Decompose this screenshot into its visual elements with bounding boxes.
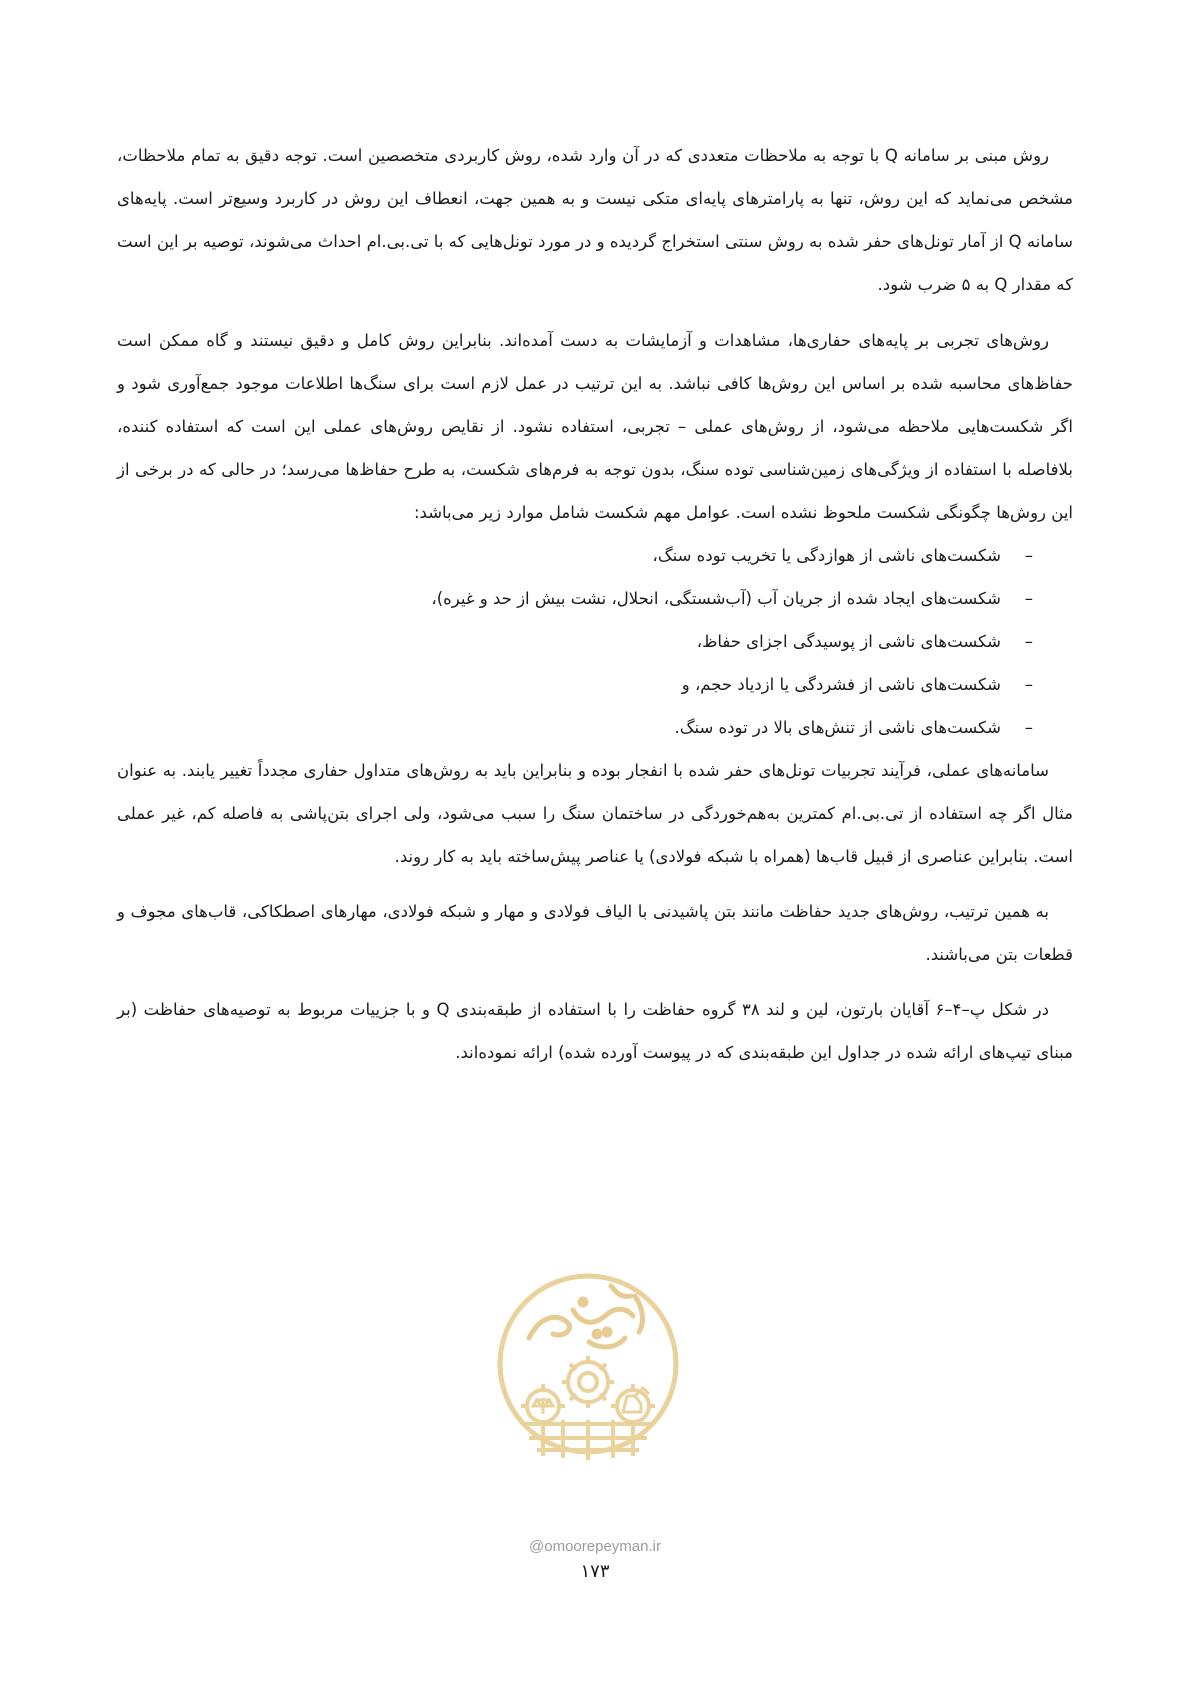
paragraph: سامانه‌های عملی، فرآیند تجربیات تونل‌های حفر شده با انفجار بوده و بنابراین باید به روش‌های متداول حفاری مجدداً تغییر یابند. به عنوان مثال اگر چه استفاده از تی.بی.ام کمترین به‌هم‌خوردگی در ساختمان سنگ را سبب می‌شود، ولی اجرای بتن‌پاشی به فاصله کم، غیر عملی است. بنابراین عناصری از قبیل قاب‌ها (همراه با شبکه فولادی) یا عناصر پیش‌ساخته باید به کار روند.	[117, 761, 1073, 866]
list-item	[117, 577, 1033, 620]
list-item-text: شکست‌های ناشی از پوسیدگی اجزای حفاظ،	[696, 632, 1001, 651]
gear-icon	[521, 1356, 655, 1428]
list-item	[117, 706, 1033, 749]
at-sign-icon: @	[529, 1538, 545, 1555]
list-item-text: شکست‌های ناشی از هوازدگی یا تخریب توده سنگ،	[652, 546, 1001, 565]
website-label	[480, 1538, 710, 1555]
list-item-text: شکست‌های ناشی از تنش‌های بالا در توده سنگ.	[674, 718, 1001, 737]
page-number: ۱۷۳	[580, 1561, 610, 1582]
scales-icon	[533, 1398, 553, 1414]
dash-bullet: –	[1024, 589, 1033, 608]
list-item	[117, 534, 1033, 577]
circle-seal-icon	[493, 1246, 683, 1516]
logo-lettering-icon	[529, 1286, 642, 1347]
dash-bullet: –	[1024, 718, 1033, 737]
website-text: omoorepeyman.ir	[544, 1538, 661, 1555]
failure-causes-list	[117, 534, 1073, 749]
list-item-text: شکست‌های ناشی از فشردگی یا ازدیاد حجم، و	[681, 675, 1001, 694]
list-item-text: شکست‌های ایجاد شده از جریان آب (آب‌شستگی، انحلال، نشت بیش از حد و غیره)،	[431, 589, 1001, 608]
dash-bullet: –	[1024, 546, 1033, 565]
publisher-logo	[493, 1246, 683, 1516]
paragraph: روش مبنی بر سامانه Q با توجه به ملاحظات متعددی که در آن وارد شده، روش کاربردی متخصصین است. توجه دقیق به تمام ملاحظات، مشخص می‌نماید که این روش، تنها به پارامترهای پایه‌ای متکی نیست و به همین جهت، انعطاف این روش در کاربرد وسیع‌تر است. پایه‌های سامانه Q از آمار تونل‌های حفر شده به روش سنتی استخراج گردیده و در مورد تونل‌هایی که با تی.بی.ام احداث می‌شوند، توصیه بر این است که مقدار Q به ۵ ضرب شود.	[117, 146, 1073, 294]
list-item	[117, 663, 1033, 706]
dash-bullet: –	[1024, 675, 1033, 694]
paragraph: به همین ترتیب، روش‌های جدید حفاظت مانند بتن پاشیدنی با الیاف فولادی و مهار و شبکه فولادی، مهارهای اصطکاکی، قاب‌های مجوف و قطعات بتن می‌باشند.	[117, 902, 1073, 964]
paragraph: روش‌های تجربی بر پایه‌های حفاری‌ها، مشاهدات و آزمایشات به دست آمده‌اند. بنابراین روش کامل و دقیق نیستند و گاه ممکن است حفاظ‌های محاسبه شده بر اساس این روش‌ها کافی نباشد. به این ترتیب در عمل لازم است برای سنگ‌ها اطلاعات موجود جمع‌آوری شود و اگر شکست‌هایی ملاحظه می‌شود، از روش‌های عملی – تجربی، استفاده نشود. از نقایص روش‌های عملی این است که استفاده کننده، بلافاصله با استفاده از ویژگی‌های زمین‌شناسی توده سنگ، بدون توجه به فرم‌های شکست، به طرح حفاظ‌ها می‌رسد؛ در حالی که در برخی از این روش‌ها چگونگی شکست ملحوظ نشده است. عوامل مهم شکست شامل موارد زیر می‌باشد:	[117, 331, 1073, 522]
paragraph: در شکل پ–۴–۶ آقایان بارتون، لین و لند ۳۸ گروه حفاظت را با استفاده از طبقه‌بندی Q و با جزییات مربوط به توصیه‌های حفاظت (بر مبنای تیپ‌های ارائه شده در جداول این طبقه‌بندی که در پیوست آورده شده) ارائه نموده‌اند.	[117, 1000, 1073, 1062]
list-item	[117, 620, 1033, 663]
body-text	[117, 134, 1073, 1074]
grid-icon	[523, 1420, 653, 1460]
dash-bullet: –	[1024, 632, 1033, 651]
